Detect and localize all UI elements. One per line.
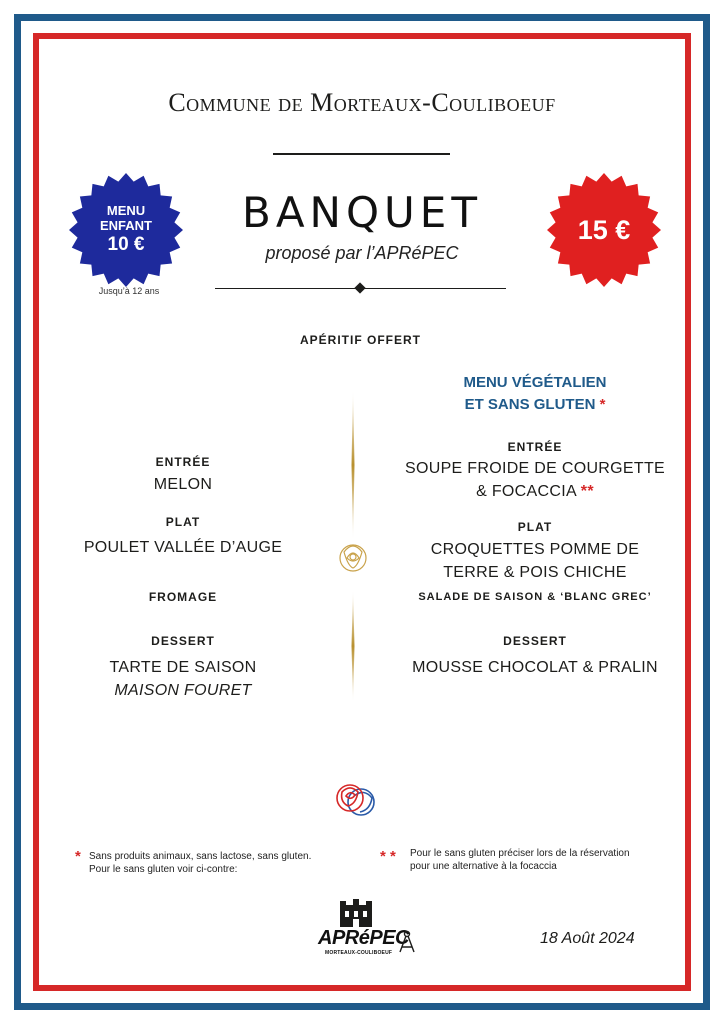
footnote2-line2: pour une alternative à la focaccia <box>410 861 557 872</box>
vegan-entree-mark: ** <box>580 483 594 500</box>
classic-entree: MELON <box>153 476 213 493</box>
vegan-salade: SALADE DE SAISON & ‘BLANC GREC’ <box>418 591 652 603</box>
footnote1-mark: * <box>75 848 81 865</box>
vegan-title-line2: ET SANS GLUTEN <box>464 396 596 413</box>
vegan-plat-line1: CROQUETTES POMME DE <box>430 541 640 558</box>
vegan-title-line1: MENU VÉGÉTALIEN <box>463 374 607 391</box>
tricolor-rose-icon <box>330 780 382 820</box>
vegan-entree-label: ENTRÉE <box>507 440 563 454</box>
child-badge-line1: MENU <box>106 203 146 218</box>
aperitif-label: APÉRITIF OFFERT <box>300 333 421 347</box>
footnote2-line1: Pour le sans gluten préciser lors de la réservation <box>410 848 630 859</box>
footnote2-mark: * * <box>380 848 396 865</box>
vegan-dessert-label: DESSERT <box>503 634 567 648</box>
castle-logo-icon <box>336 897 376 927</box>
gold-divider <box>330 390 376 702</box>
classic-dessert-label: DESSERT <box>151 634 215 648</box>
vegan-entree-line2: & FOCACCIA <box>476 483 577 500</box>
child-badge-price: 10 € <box>107 234 145 255</box>
classic-plat: POULET VALLÉE D’AUGE <box>83 539 283 556</box>
vegan-entree-line1: SOUPE FROIDE DE COURGETTE <box>405 460 665 477</box>
vegan-menu-title <box>385 372 685 416</box>
classic-entree-label: ENTRÉE <box>155 455 211 469</box>
commune-title: Commune de Morteaux-Couliboeuf <box>168 88 556 117</box>
classic-dessert-line2: MAISON FOURET <box>114 682 252 699</box>
classic-dessert-line1: TARTE DE SAISON <box>109 659 257 676</box>
child-badge-line2: ENFANT <box>100 218 152 233</box>
gold-rose-icon <box>340 545 366 571</box>
vegan-plat-label: PLAT <box>517 520 553 534</box>
classic-plat-label: PLAT <box>165 515 201 529</box>
vegan-entree-line2-wrap <box>385 480 685 503</box>
page-subtitle: proposé par l’APRéPEC <box>265 243 459 263</box>
title-divider <box>273 153 450 155</box>
footnote1 <box>89 850 311 876</box>
vegan-plat-line2: TERRE & POIS CHICHE <box>443 564 627 581</box>
classic-fromage-label: FROMAGE <box>148 590 218 604</box>
logo-subtitle: MORTEAUX-COULIBOEUF <box>325 950 393 956</box>
event-date: 18 Août 2024 <box>540 930 635 947</box>
vegan-dessert: MOUSSE CHOCOLAT & PRALIN <box>412 659 658 676</box>
adult-badge-price: 15 € <box>577 214 631 245</box>
compass-logo-icon <box>398 930 416 954</box>
footnote1-line1: Sans produits animaux, sans lactose, sans gluten. <box>89 851 312 862</box>
logo-name: APRéPEC <box>318 927 409 949</box>
child-age-note: Jusqu’à 12 ans <box>98 286 160 296</box>
footnote1-line2: Pour le sans gluten voir ci-contre: <box>89 864 238 875</box>
vegan-title-mark: * <box>599 396 606 413</box>
page-title: BANQUET <box>242 188 482 237</box>
footnote2 <box>410 847 630 873</box>
